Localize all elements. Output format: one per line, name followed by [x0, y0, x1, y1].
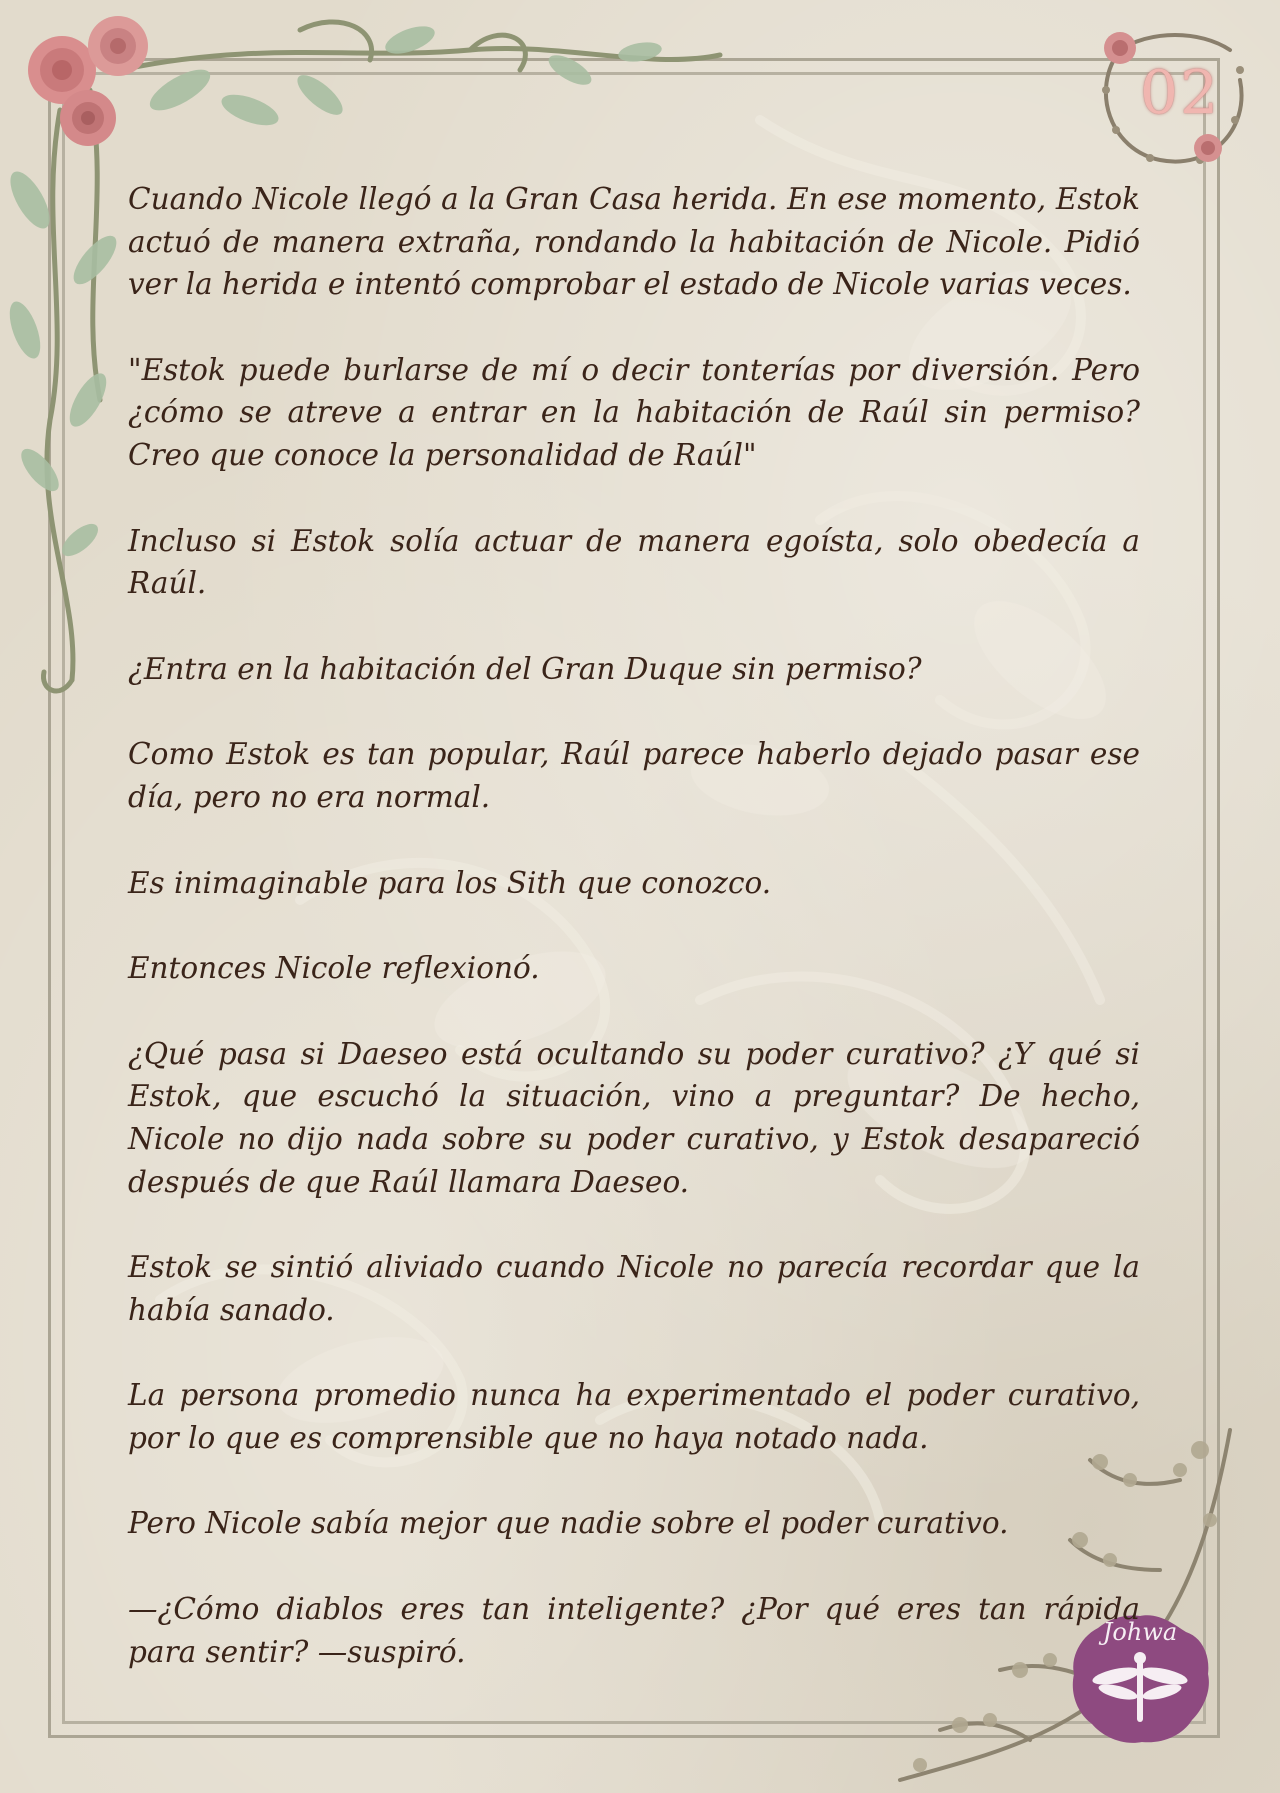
paragraph: Como Estok es tan popular, Raúl parece haberlo dejado pasar ese día, pero no era normal. — [128, 737, 1140, 814]
paragraph: Cuando Nicole llegó a la Gran Casa herida. En ese momento, Estok actuó de manera extraña, rondando la habitación de Nicole. Pidió ver la herida e intentó comprobar el estado de Nicole varias veces. — [128, 182, 1140, 302]
paragraph: La persona promedio nunca ha experimentado el poder curativo, por lo que es comprensible que no haya notado nada. — [128, 1378, 1140, 1455]
paragraph: —¿Cómo diablos eres tan inteligente? ¿Por qué eres tan rápida para sentir? —suspiró. — [128, 1592, 1140, 1669]
paragraph: Pero Nicole sabía mejor que nadie sobre el poder curativo. — [128, 1506, 1009, 1541]
paragraph: ¿Qué pasa si Daeseo está ocultando su poder curativo? ¿Y qué si Estok, que escuchó la situación, vino a preguntar? De hecho, Nicole no dijo nada sobre su poder curativo, y Estok desapareció después de que Raúl llamara Daeseo. — [128, 1036, 1140, 1199]
story-text — [128, 178, 1140, 1673]
paragraph: Es inimaginable para los Sith que conozco. — [128, 865, 772, 900]
paragraph: Entonces Nicole reflexionó. — [128, 951, 540, 986]
paragraph: Incluso si Estok solía actuar de manera egoísta, solo obedecía a Raúl. — [128, 523, 1140, 601]
paragraph: "Estok puede burlarse de mí o decir tonterías por diversión. Pero ¿cómo se atreve a entrar en la habitación de Raúl sin permiso? Creo que conoce la personalidad de Raúl" — [128, 352, 1140, 472]
paragraph: ¿Entra en la habitación del Gran Duque sin permiso? — [128, 651, 922, 686]
watermark-label: Johwa — [1102, 1618, 1178, 1646]
paragraph: Estok se sintió aliviado cuando Nicole no parecía recordar que la había sanado. — [128, 1250, 1140, 1327]
page-number: 02 — [1139, 58, 1221, 128]
